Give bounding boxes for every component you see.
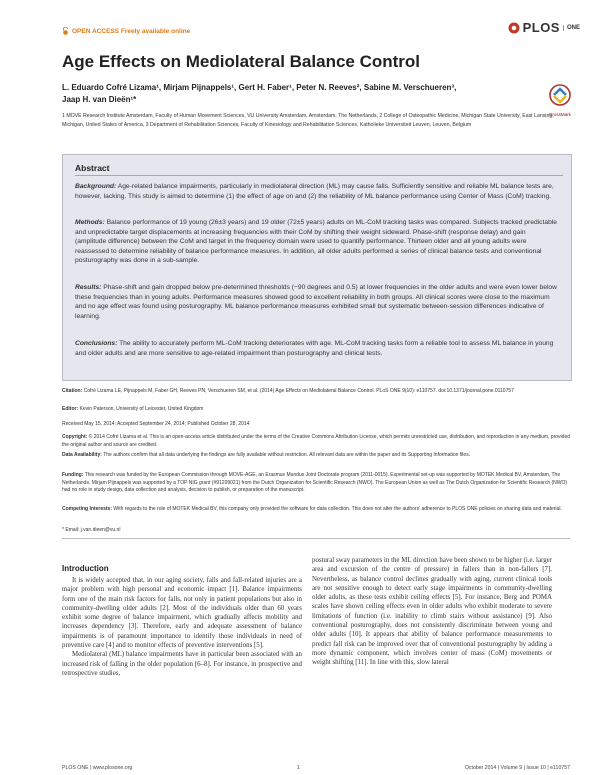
funding-label: Funding: bbox=[62, 472, 84, 478]
methods-text: Balance performance of 19 young (26±3 years) and 19 older (72±5 years) adults on ML-CoM tracking tasks was compared. Subjects tracked predictable and unpredictable target displacements at increasing frequencies with their CoM by shifting their weight sideward. Phase-shift (response delay) and gain (amplitude difference) between the CoM and target in the frequency domain were used to quantify performance. Thirteen older and all young adults were reassessed to determine reliability of balance performance measures. In addition, all older adults performed a series of clinical balance tests and conventional posturography was done in a sub-sample. bbox=[75, 219, 558, 265]
journal-logo bbox=[508, 20, 580, 35]
left-column bbox=[62, 576, 302, 678]
abstract-box bbox=[62, 154, 572, 381]
journal-name: PLOS bbox=[522, 20, 560, 35]
citation bbox=[62, 388, 570, 396]
copyright bbox=[62, 434, 570, 449]
abstract-background bbox=[75, 182, 557, 201]
data-availability bbox=[62, 452, 570, 460]
editor bbox=[62, 406, 570, 414]
results-label: Results: bbox=[75, 284, 102, 291]
competing-text: With regards to the role of MOTEK Medical BV, this company only provided the software for data collection. This does not alter the authors' adherence to PLOS ONE policies on sharing data and material. bbox=[112, 506, 562, 512]
conclusions-label: Conclusions: bbox=[75, 340, 118, 347]
right-column bbox=[312, 556, 552, 667]
corresponding-email: * Email: j.van.dieen@vu.nl bbox=[62, 527, 121, 533]
authors-line-1: L. Eduardo Cofré Lizama¹, Mirjam Pijnappels¹, Gert H. Faber¹, Peter N. Reeves², Sabine M. Verschueren³, bbox=[62, 83, 457, 92]
background-label: Background: bbox=[75, 183, 117, 190]
plos-logo-icon bbox=[508, 22, 520, 34]
crossmark-label: CrossMark bbox=[549, 112, 571, 117]
open-access-banner bbox=[62, 27, 190, 35]
footer-journal: PLOS ONE | www.plosone.org bbox=[62, 765, 133, 771]
data-availability-text: The authors confirm that all data underlying the findings are fully available without restriction. All relevant data are within the paper and its Supporting Information files. bbox=[101, 452, 471, 458]
introduction-heading: Introduction bbox=[62, 564, 109, 573]
abstract-methods bbox=[75, 218, 557, 266]
journal-suffix: ONE bbox=[563, 25, 580, 31]
citation-label: Citation: bbox=[62, 388, 83, 394]
page-number: 1 bbox=[297, 765, 300, 771]
authors-line-2: Jaap H. van Dieën¹* bbox=[62, 95, 137, 104]
methods-label: Methods: bbox=[75, 219, 105, 226]
publication-dates: Received May 15, 2014; Accepted September 24, 2014; Published October 28, 2014 bbox=[62, 421, 250, 427]
affiliations: 1 MOVE Research Institute Amsterdam, Faculty of Human Movement Sciences, VU University Amsterdam, Amsterdam, The Netherlands, 2 College of Osteopathic Medicine, Michigan State University, East Lansing, Michigan, United States of America, 3 Department of Rehabilitation Sciences, Faculty of Kinesiology and Rehabilitation Sciences, Katholieke Universiteit Leuven, Leuven, Belgium bbox=[62, 113, 554, 128]
competing-label: Competing Interests: bbox=[62, 506, 113, 512]
funding bbox=[62, 472, 570, 495]
abstract-results bbox=[75, 283, 557, 321]
funding-text: This research was funded by the European Commission through MOVE-AGE, an Erasmus Mundus Joint Doctorate program (2011-0015). Experimental set-up was supported by MOTEK Medical BV, Amsterdam, The Netherlands. Mirjam Pijnappels was supported by a TOP NIG grant (#91209021) from the Dutch Organization for Scientific Research (NWO). The European Union as well as The Dutch Organization for Scientific Research (NWO) had no role in study design, data collection and analysis, decision to publish, or preparation of the manuscript. bbox=[62, 472, 568, 494]
abstract-heading: Abstract bbox=[75, 163, 110, 173]
intro-paragraph-1: It is widely accepted that, in our aging society, falls and fall-related injuries are a major problem with high personal and economic impact [1]. Balance impairments form one of the main risk factors for falls, not only in patient populations but also in community-dwelling older adults [2]. Most of the individuals older than 60 years exhibit some degree of balance impairment, which gradually affects mobility and increases dependency [3]. Therefore, early and adequate assessment of balance impairments is of paramount importance to identify those individuals in need of preventive care [4] and to monitor effects of preventive interventions [5]. bbox=[62, 577, 302, 649]
conclusions-text: The ability to accurately perform ML-CoM tracking deteriorates with age. ML-CoM tracking tasks form a reliable tool to assess ML balance in young and older adults and are more sensitive to age-related impairment than posturography and clinical tests. bbox=[75, 340, 554, 357]
author-list bbox=[62, 82, 552, 106]
crossmark-icon bbox=[549, 84, 571, 106]
copyright-text: © 2014 Cofré Lizama et al. This is an open-access article distributed under the terms of the Creative Commons Attribution License, which permits unrestricted use, distribution, and reproduction in any medium, provided the original author and source are credited. bbox=[62, 434, 571, 448]
background-text: Age-related balance impairments, particularly in mediolateral direction (ML) may cause falls. Sufficiently sensitive and reliable ML balance tests are, however, lacking. This study is aimed to determine (1) the effect of age on and (2) the reliability of ML balance performance using Center of Mass (CoM) tracking. bbox=[75, 183, 554, 200]
abstract-conclusions bbox=[75, 339, 557, 358]
section-divider bbox=[62, 538, 570, 539]
open-access-text: OPEN ACCESS Freely available online bbox=[72, 27, 191, 35]
footer-issue: October 2014 | Volume 9 | Issue 10 | e110757 bbox=[464, 765, 570, 771]
editor-text: Kevin Paterson, University of Leicester, United Kingdom bbox=[78, 406, 204, 412]
competing-interests bbox=[62, 506, 570, 514]
intro-paragraph-2: Mediolateral (ML) balance impairments have in particular been associated with an increased risk of falling in the older population [6–8]. For instance, in prospective and retrospective studies, bbox=[62, 651, 302, 677]
results-text: Phase-shift and gain dropped below pre-determined thresholds (−90 degrees and 0.5) at lower frequencies in the older adults and were even lower below these frequencies than in young adults. Performance measures showed good to excellent reliability in both groups. All clinical scores were close to the maximum and no age effect was found using posturography. ML balance performance measures exhibited small but systematic between-session differences indicative of learning. bbox=[75, 284, 557, 320]
abstract-divider bbox=[75, 175, 563, 176]
editor-label: Editor: bbox=[62, 406, 79, 412]
copyright-label: Copyright: bbox=[62, 434, 88, 440]
data-availability-label: Data Availability: bbox=[62, 452, 102, 458]
citation-text: Cofré Lizama LE, Pijnappels M, Faber GH, Reeves PN, Verschueren SM, et al. (2014) Age Effects on Mediolateral Balance Control. PLoS ONE 9(10): e110757. doi:10.1371/journal.pone.0110757 bbox=[82, 388, 514, 394]
article-title: Age Effects on Mediolateral Balance Control bbox=[62, 52, 421, 71]
open-lock-icon bbox=[62, 27, 69, 35]
intro-paragraph-3: postural sway parameters in the ML direction have been shown to be higher (i.e. larger area and excursion of the centre of pressure) in fallers than in non-fallers [7]. Nevertheless, as balance control declines gradually with aging, current clinical tools are not sensitive enough to detect early stage impairments in community-dwelling older adults, as these tests exhibit ceiling effects [5]. For instance, Berg and POMA scales have shown ceiling effects even in older adults who exhibit moderate to severe limitations of function (i.e. inability to climb stairs without assistance) [9]. Also conventional posturography, does not consistently discriminate between young and older adults [10]. It appears that ability of balance performance measurements to predict fall risk can be improved over that of conventional posturography by adding a more dynamic component, which involves center of mass (CoM) movements or weight shifting [11]. In line with this, slow lateral bbox=[312, 557, 552, 667]
